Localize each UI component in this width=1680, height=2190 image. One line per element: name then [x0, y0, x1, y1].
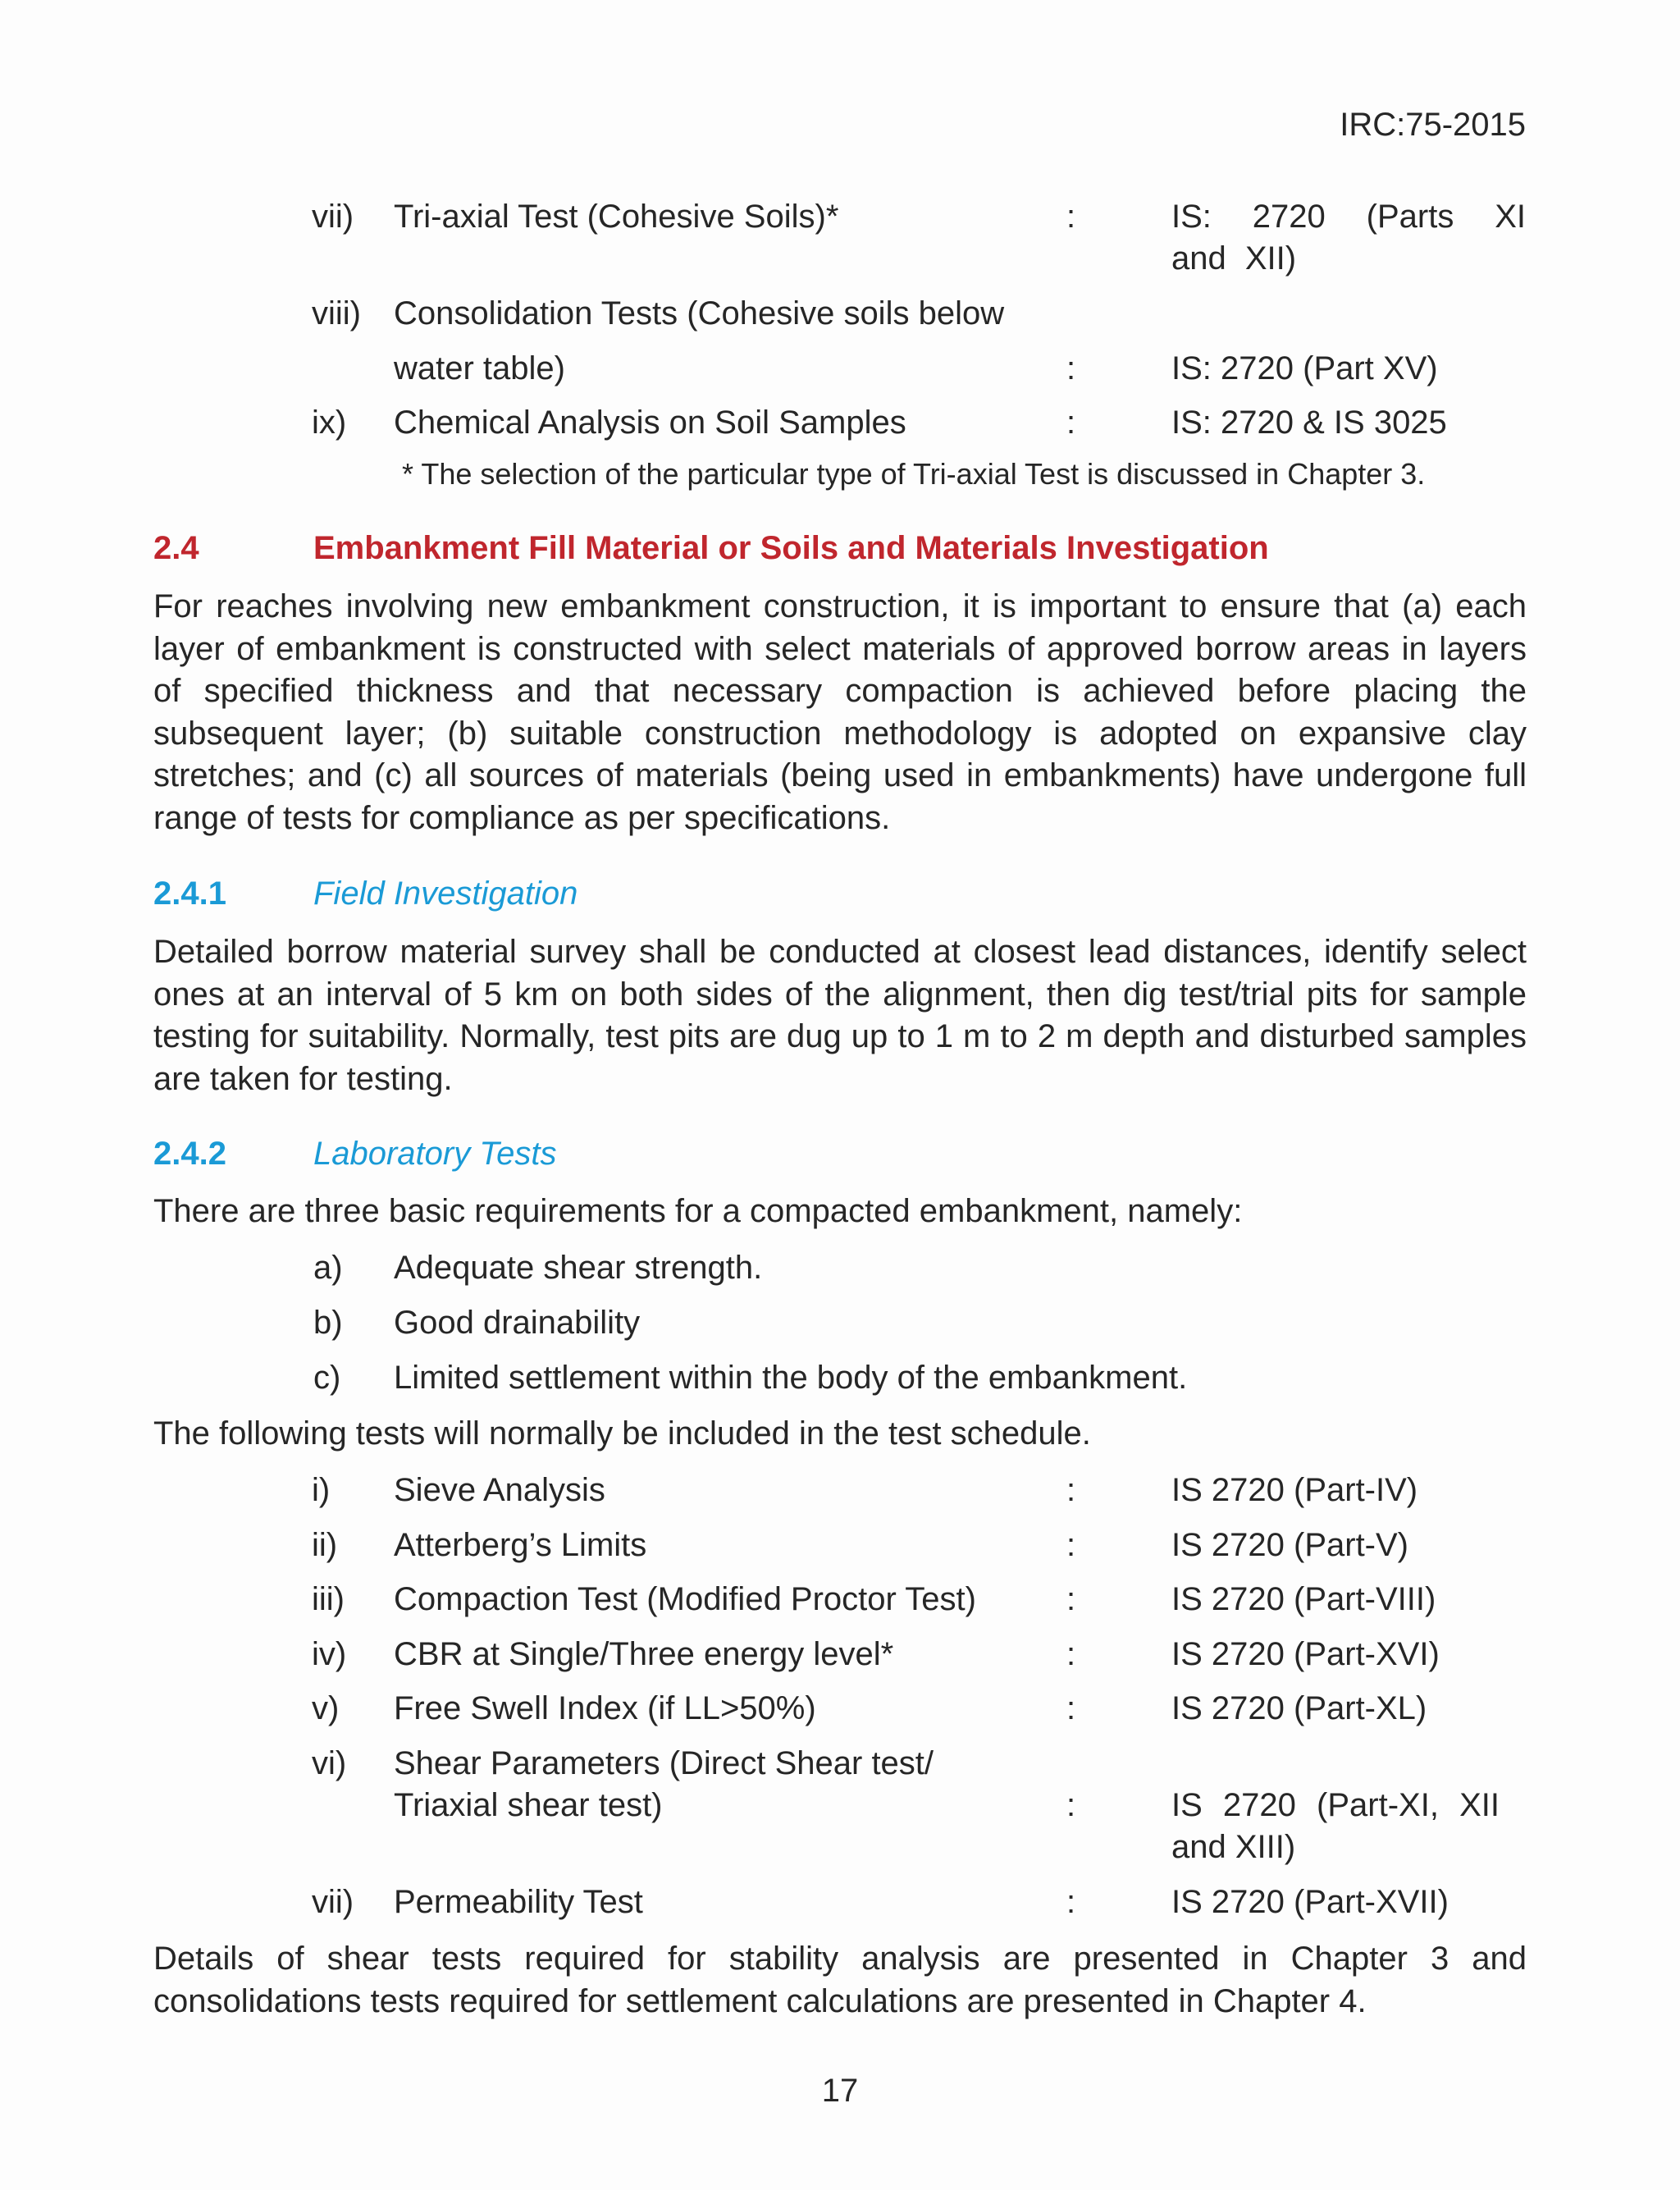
test-name: Shear Parameters (Direct Shear test/ [394, 1745, 934, 1781]
test-standard-ref: IS 2720 (Part-V) [1171, 1527, 1409, 1563]
page-number: 17 [821, 2073, 859, 2109]
test-number: v) [312, 1690, 340, 1726]
test-number: viii) [312, 295, 361, 331]
closing-paragraph: Details of shear tests required for stability analysis are presented in Chapter 3 and consolidations tests required for settlement calculations are presented in Chapter 4. [153, 1941, 1527, 2019]
test-number: vii) [312, 1884, 354, 1920]
separator-colon: : [1066, 1787, 1076, 1823]
separator-colon: : [1066, 405, 1076, 441]
test-number: vi) [312, 1745, 347, 1781]
footnote: * The selection of the particular type of Tri-axial Test is discussed in Chapter 3. [402, 457, 1426, 491]
test-number: vii) [312, 199, 354, 235]
section-number: 2.4.1 [153, 876, 226, 912]
test-name: Free Swell Index (if LL>50%) [394, 1690, 816, 1726]
list-label: a) [313, 1250, 343, 1286]
test-standard-ref: IS 2720 (Part-VIII) [1171, 1581, 1436, 1617]
list-text: Limited settlement within the body of the embankment. [394, 1360, 1188, 1396]
test-number: iii) [312, 1581, 345, 1617]
test-name: Chemical Analysis on Soil Samples [394, 405, 906, 441]
test-number: iv) [312, 1636, 347, 1672]
separator-colon: : [1066, 1690, 1076, 1726]
test-standard-ref: IS 2720 (Part-XVI) [1171, 1636, 1440, 1672]
test-name: Sieve Analysis [394, 1472, 605, 1508]
test-standard-ref: IS: 2720 (Parts XI and XII) [1171, 199, 1526, 277]
separator-colon: : [1066, 1472, 1076, 1508]
test-standard-ref: IS 2720 (Part-IV) [1171, 1472, 1418, 1508]
section-intro: There are three basic requirements for a compacted embankment, namely: [153, 1193, 1243, 1229]
test-name: Atterberg’s Limits [394, 1527, 647, 1563]
section-title: Laboratory Tests [313, 1136, 557, 1172]
separator-colon: : [1066, 350, 1076, 386]
test-standard-ref: IS 2720 (Part-XL) [1171, 1690, 1427, 1726]
list-label: b) [313, 1305, 343, 1341]
separator-colon: : [1066, 1527, 1076, 1563]
test-name: Tri-axial Test (Cohesive Soils)* [394, 199, 839, 235]
separator-colon: : [1066, 1581, 1076, 1617]
test-standard-ref: IS: 2720 & IS 3025 [1171, 405, 1447, 441]
test-name: Triaxial shear test) [394, 1787, 663, 1823]
list-text: Adequate shear strength. [394, 1250, 763, 1286]
section-number: 2.4 [153, 530, 199, 566]
test-name: Consolidation Tests (Cohesive soils below [394, 295, 1005, 331]
list-text: Good drainability [394, 1305, 641, 1341]
tests-intro: The following tests will normally be included in the test schedule. [153, 1415, 1091, 1452]
document-code: IRC:75-2015 [1340, 107, 1526, 143]
section-body-paragraph: For reaches involving new embankment construction, it is important to ensure that (a) each layer of embankment is constructed with select materials of approved borrow areas in layers of specified thickness and that necessary compaction is achieved before placing the subsequent layer; (b) suitable construction methodology is adopted on expansive clay stretches; and (c) all sources of materials (being used in embankments) have undergone full range of tests for compliance as per specifications. [153, 588, 1527, 836]
test-standard-ref: IS 2720 (Part-XVII) [1171, 1884, 1449, 1920]
test-number: i) [312, 1472, 331, 1508]
section-title: Embankment Fill Material or Soils and Materials Investigation [313, 530, 1269, 566]
section-number: 2.4.2 [153, 1136, 226, 1172]
test-name: water table) [394, 350, 565, 386]
separator-colon: : [1066, 1636, 1076, 1672]
test-number: ii) [312, 1527, 338, 1563]
test-name: Compaction Test (Modified Proctor Test) [394, 1581, 976, 1617]
section-body-paragraph: Detailed borrow material survey shall be conducted at closest lead distances, identify select ones at an interval of 5 km on both sides of the alignment, then dig test/trial pits for sample testing for suitability. Normally, test pits are dug up to 1 m to 2 m depth and disturbed samples are taken for testing. [153, 934, 1527, 1097]
test-name: Permeability Test [394, 1884, 643, 1920]
test-number: ix) [312, 405, 347, 441]
list-label: c) [313, 1360, 341, 1396]
test-name: CBR at Single/Three energy level* [394, 1636, 894, 1672]
section-title: Field Investigation [313, 876, 578, 912]
separator-colon: : [1066, 199, 1076, 235]
separator-colon: : [1066, 1884, 1076, 1920]
test-standard-ref: IS: 2720 (Part XV) [1171, 350, 1438, 386]
test-standard-ref: IS 2720 (Part-XI, XII and XIII) [1171, 1787, 1500, 1865]
